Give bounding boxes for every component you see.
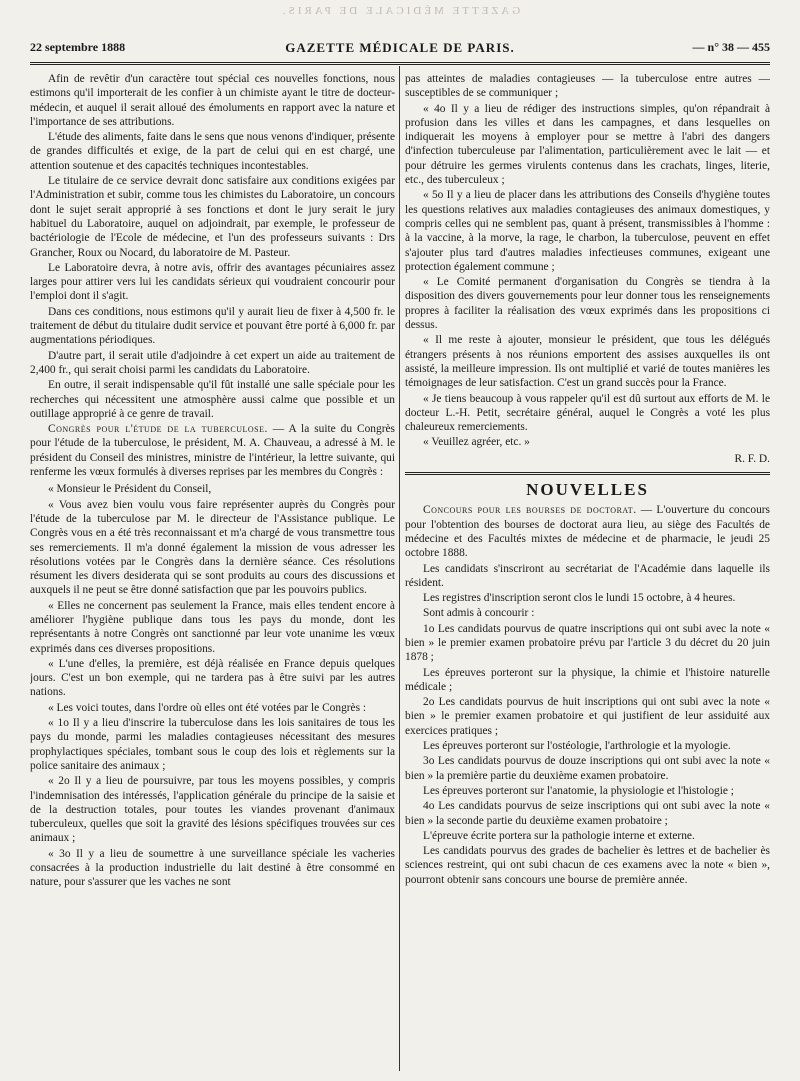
news-paragraph: Les candidats pourvus des grades de bachelier ès lettres et de bachelier ès sciences restreint, qui ont subi chacun de ces examens avec la note « bien », pourront obtenir sans concours une bourse de première année.	[405, 845, 770, 886]
header-rule	[30, 62, 770, 65]
letter-paragraph: « Les voici toutes, dans l'ordre où elles ont été votées par le Congrès :	[48, 701, 367, 714]
journal-title: GAZETTE MÉDICALE DE PARIS.	[285, 40, 515, 55]
letter-paragraph: « L'une d'elles, la première, est déjà réalisée en France depuis quelques jours. C'est un bon exemple, qui ne tardera pas à être suivi par les autres nations.	[30, 657, 395, 699]
letter-paragraph: « Elles ne concernent pas seulement la France, mais elles tendent encore à améliorer l'hygiène publique dans tous les pays du monde, dont les représentants à notre Congrès ont sanctionné par leur vote unanime les vœux exprimés dans ces diverses propositions.	[30, 599, 395, 655]
resolution-4: « 4o Il y a lieu de rédiger des instructions simples, qu'on répandrait à profusion dans les villes et dans les campagnes, et dans lesquelles on indiquerait les moyens à employer pour se mettre à l'abri des dangers d'infection tuberculeuse par l'alimentation, particulièrement avec le lait — et pour détruire les germes virulents contenus dans les crachats, linges, literie, etc., des tuberculeux ;	[405, 102, 770, 187]
nouvelles-title: NOUVELLES	[526, 480, 649, 500]
paragraph: D'autre part, il serait utile d'adjoindre à cet expert un aide au traitement de 2,400 fr., qui serait choisi parmi les candidats du Laboratoire.	[30, 349, 395, 376]
bleed-through-header: GAZETTE MÉDICALE DE PARIS.	[279, 5, 521, 17]
letter-paragraph: « Il me reste à ajouter, monsieur le président, que tous les délégués étrangers présents à nos réunions emportent des assises auxquelles ils ont assisté, la meilleure impression. Ils ont multiplié et varié de toutes manières les témoignages de leur satisfaction. C'est un grand succès pour la France.	[405, 334, 770, 390]
news-paragraph: 2o Les candidats pourvus de huit inscriptions qui ont subi avec la note « bien » le premier examen probatoire et qui justifient de leur assiduité aux exercices pratiques ;	[405, 696, 770, 737]
header-date: 22 septembre 1888	[30, 40, 126, 54]
resolution-3: « 3o Il y a lieu de soumettre à une surveillance spéciale les vacheries consacrées à la production industrielle du lait destiné à être consommé en nature, pour s'assurer que les vaches ne sont	[30, 847, 395, 889]
concours-heading: Concours pour les bourses de doctorat.	[423, 504, 637, 517]
letter-paragraph: « Je tiens beaucoup à vous rappeler qu'il est dû surtout aux efforts de M. le docteur L.-H. Petit, secrétaire général, auquel le Congrès a voté les plus chaleureux remerciements.	[405, 392, 770, 434]
news-paragraph: L'épreuve écrite portera sur la pathologie interne et externe.	[423, 829, 695, 842]
congres-heading: Congrès pour l'étude de la tuberculose.	[48, 423, 268, 436]
news-paragraph: Les épreuves porteront sur l'anatomie, la physiologie et l'histologie ;	[423, 784, 734, 797]
news-paragraph: Les épreuves porteront sur l'ostéologie, l'arthrologie et la myologie.	[423, 740, 731, 753]
news-paragraph: Les candidats s'inscriront au secrétariat de l'Académie dans laquelle ils résident.	[405, 562, 770, 589]
letter-salutation: « Monsieur le Président du Conseil,	[48, 483, 212, 496]
section-rule	[405, 472, 770, 475]
continuation-paragraph: pas atteintes de maladies contagieuses — la tuberculose entre autres — susceptibles de se communiquer ;	[405, 73, 770, 100]
news-paragraph: 3o Les candidats pourvus de douze inscriptions qui ont subi avec la note « bien » la première partie du deuxième examen probatoire.	[405, 755, 770, 782]
page-header	[30, 40, 770, 60]
news-paragraph: Les épreuves porteront sur la physique, la chimie et l'histoire naturelle médicale ;	[405, 666, 770, 693]
news-paragraph: Les registres d'inscription seront clos le lundi 15 octobre, à 4 heures.	[423, 592, 736, 605]
concours-paragraph	[405, 503, 770, 560]
letter-closing: « Veuillez agréer, etc. »	[423, 436, 530, 449]
news-paragraph: 1o Les candidats pourvus de quatre inscriptions qui ont subi avec la note « bien » le premier examen probatoire prévu par l'article 3 du décret du 20 juin 1878 ;	[405, 622, 770, 664]
column-divider	[399, 66, 400, 1071]
concours-text: — L'ouverture du concours pour l'obtention des bourses de doctorat aura lieu, au siège des Facultés de médecine et des Facultés mixtes de médecine et de pharmacie, le jeudi 25 octobre 1888.	[405, 504, 770, 560]
paragraph: En outre, il serait indispensable qu'il fût installé une salle spéciale pour les recherches qui nécessitent une atmosphère aussi calme que possible et un outillage approprié à ce genre de travail.	[30, 379, 395, 420]
resolution-5: « 5o Il y a lieu de placer dans les attributions des Conseils d'hygiène toutes les questions relatives aux maladies contagieuses des animaux domestiques, y compris celles qui ne semblent pas, quant à présent, transmissibles à l'homme : à la vaccine, à la morve, la rage, le charbon, la tuberculose, peuvent en effet s'ajouter plus tard d'autres maladies infectieuses communes, exigeant une protection également commune ;	[405, 189, 770, 273]
right-column	[405, 72, 770, 1071]
letter-paragraph: « Le Comité permanent d'organisation du Congrès se tiendra à la disposition des divers gouvernements pour leur donner tous les renseignements propres à faciliter la réalisation des vœux exprimés dans les propositions ci dessus.	[405, 276, 770, 332]
congres-text: — A la suite du Congrès pour l'étude de la tuberculose, le président, M. A. Chauveau, a adressé à M. le président du Conseil des ministres, ministre de l'intérieur, la lettre suivante, qui renferme les vœux formulés à diverses reprises par les membres du Congrès :	[30, 423, 395, 479]
paragraph: Le Laboratoire devra, à notre avis, offrir des avantages pécuniaires assez larges pour attirer vers lui les candidats sérieux qui voudraient concourir pour l'emploi dont il s'agit.	[30, 261, 395, 303]
congres-paragraph	[30, 422, 395, 479]
paragraph: Le titulaire de ce service devrait donc satisfaire aux conditions exigées par l'Administration et subir, comme tous les chimistes du Laboratoire, un concours dont le sujet serait approprié à ses fonctions et dont le jury serait le jury habituel du Laboratoire, auquel on adjoindrait, par exemple, le professeur de bactériologie de l'Ecole de médecine, et l'un des professeurs suivants : Drs Grancher, Roux ou Nocard, du laboratoire de M. Pasteur.	[30, 175, 395, 259]
news-paragraph: 4o Les candidats pourvus de seize inscriptions qui ont subi avec la note « bien » la seconde partie du deuxième examen probatoire ;	[405, 800, 770, 827]
signature: R. F. D.	[734, 452, 770, 465]
left-column	[30, 72, 395, 1071]
paragraph: Afin de revêtir d'un caractère tout spécial ces nouvelles fonctions, nous estimons qu'il importerait de les confier à un chimiste ayant le titre de docteur-médecin, et auquel il serait alloué des émoluments en rapport avec la nature et l'importance de ses attributions.	[30, 73, 395, 128]
letter-paragraph: « Vous avez bien voulu vous faire représenter auprès du Congrès pour l'étude de la tuberculose par M. le directeur de l'Assistance publique. Le Congrès vous en a été très reconnaissant et m'a chargé de vous transmettre tous ses remerciements. Il m'a donné également la mission de vous adresser les résolutions votées par le Congrès dans la dernière séance. Ces résolutions résument les divers desiderata qui se sont produits au cours des discussions et auxquels il ne peut se être donné satisfaction que par les pouvoirs publics.	[30, 498, 395, 597]
resolution-2: « 2o Il y a lieu de poursuivre, par tous les moyens possibles, y compris l'indemnisation des intéressés, l'application générale du principe de la saisie et de la destruction totales, pour toutes les viandes provenant d'animaux tuberculeux, quelles que soit la gravité des lésions spécifiques trouvées sur ces animaux ;	[30, 775, 395, 845]
resolution-1: « 1o Il y a lieu d'inscrire la tuberculose dans les lois sanitaires de tous les pays du monde, parmi les maladies contagieuses nécessitant des mesures prophylactiques spéciales, tombant sous le coup des lois et règlements sur la police sanitaire des animaux ;	[30, 717, 395, 772]
issue-page-number: — n° 38 — 455	[692, 40, 770, 54]
news-paragraph: Sont admis à concourir :	[423, 607, 535, 620]
paragraph: Dans ces conditions, nous estimons qu'il y aurait lieu de fixer à 4,500 fr. le traitement de début du titulaire dudit service et pouvant être porté à 6,000 fr. par augmentations périodiques.	[30, 305, 395, 347]
paragraph: L'étude des aliments, faite dans le sens que nous venons d'indiquer, présente de grandes difficultés et exige, de la part de celui qui en est chargé, une attention soutenue et des capacités techniques incontestables.	[30, 131, 395, 172]
